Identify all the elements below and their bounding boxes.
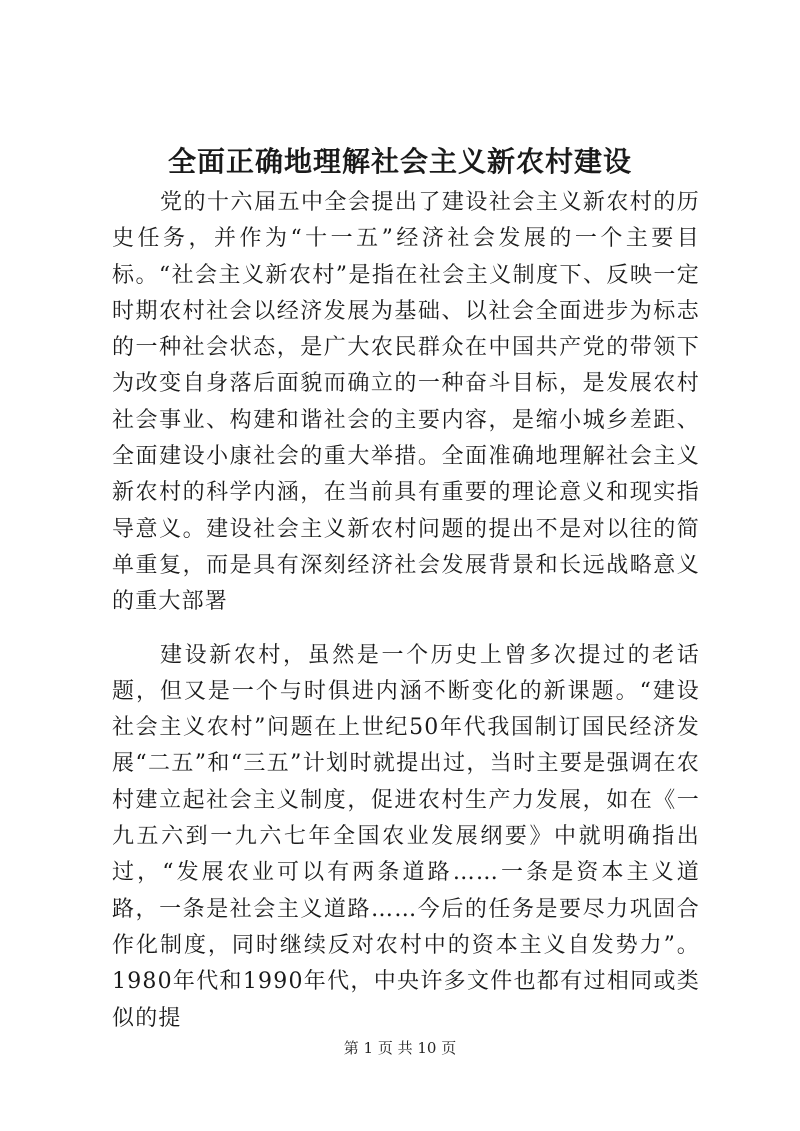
document-body (112, 185, 700, 1037)
paragraph-1: 党的十六届五中全会提出了建设社会主义新农村的历史任务，并作为“十一五”经济社会发展的一个主要目标。“社会主义新农村”是指在社会主义制度下、反映一定时期农村社会以经济发展为基础、以社会全面进步为标志的一种社会状态，是广大农民群众在中国共产党的带领下为改变自身落后面貌而确立的一种奋斗目标，是发展农村社会事业、构建和谐社会的主要内容，是缩小城乡差距、全面建设小康社会的重大举措。全面准确地理解社会主义新农村的科学内涵，在当前具有重要的理论意义和现实指导意义。建设社会主义新农村问题的提出不是对以往的简单重复，而是具有深刻经济社会发展背景和长远战略意义的重大部署 (112, 190, 700, 615)
paragraph-2: 建设新农村，虽然是一个历史上曾多次提过的老话题，但又是一个与时俱进内涵不断变化的新课题。“建设社会主义农村”问题在上世纪50年代我国制订国民经济发展“二五”和“三五”计划时就提出过，当时主要是强调在农村建立起社会主义制度，促进农村生产力发展，如在《一九五六到一九六七年全国农业发展纲要》中就明确指出过，“发展农业可以有两条道路……一条是资本主义道路，一条是社会主义道路……今后的任务是要尽力巩固合作化制度，同时继续反对农村中的资本主义自发势力”。1980年代和1990年代，中央许多文件也都有过相同或类似的提 (112, 642, 700, 1031)
page-number-footer: 第 1 页 共 10 页 (343, 1039, 457, 1057)
document-title: 全面正确地理解社会主义新农村建设 (167, 145, 632, 178)
